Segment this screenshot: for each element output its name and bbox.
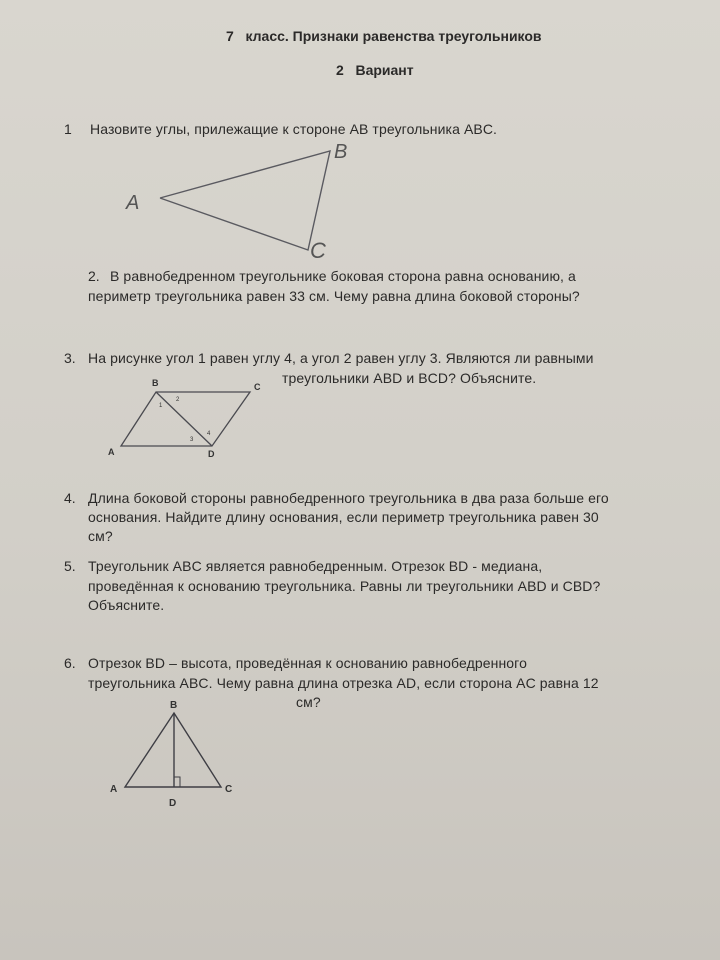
variant-label: Вариант <box>355 62 414 78</box>
variant-title <box>336 62 414 78</box>
question-number: 2. <box>88 268 100 284</box>
vertex-label-c: C <box>310 238 326 263</box>
question-text: Длина боковой стороны равнобедренного треугольника в два раза больше его <box>88 490 609 506</box>
diagonal-bd <box>156 392 212 446</box>
isosceles-triangle-figure <box>100 695 250 815</box>
triangle-sides <box>125 713 221 787</box>
parallelogram-figure <box>100 375 280 460</box>
angle-label-1: 1 <box>159 403 163 409</box>
vertex-label-b: B <box>170 700 178 711</box>
question-text: Назовите углы, прилежащие к стороне AB треугольника ABC. <box>90 121 498 137</box>
angle-label-3: 3 <box>190 437 194 443</box>
question-text: Отрезок BD – высота, проведённая к основанию равнобедренного <box>88 655 527 671</box>
question-number: 6. <box>64 655 76 671</box>
vertex-label-d: D <box>169 798 177 809</box>
vertex-label-a: A <box>126 192 140 214</box>
question-text: проведённая к основанию треугольника. Равны ли треугольники ABD и CBD? <box>88 578 601 594</box>
question-text: треугольники ABD и BCD? Объясните. <box>282 370 537 386</box>
vertex-label-b: B <box>334 141 348 163</box>
parallelogram-sides <box>121 392 250 446</box>
angle-label-2: 2 <box>176 397 180 403</box>
grade-number: 7 <box>226 28 234 44</box>
question-text: На рисунке угол 1 равен углу 4, а угол 2 равен углу 3. Являются ли равными <box>88 350 594 366</box>
vertex-label-c: C <box>225 784 233 795</box>
vertex-label-c: C <box>254 382 261 392</box>
triangle-abc-figure <box>120 138 360 268</box>
right-angle-mark <box>174 777 180 787</box>
angle-label-4: 4 <box>207 431 211 437</box>
question-number: 4. <box>64 490 76 506</box>
vertex-label-b: B <box>152 378 159 388</box>
question-text: основания. Найдите длину основания, если периметр треугольника равен 30 <box>88 509 599 525</box>
question-text: треугольника ABC. Чему равна длина отрезка AD, если сторона AC равна 12 <box>88 675 599 691</box>
vertex-label-a: A <box>110 784 118 795</box>
variant-number: 2 <box>336 62 344 78</box>
question-text: Треугольник ABC является равнобедренным. Отрезок BD - медиана, <box>88 558 543 574</box>
question-number: 5. <box>64 558 76 574</box>
vertex-label-a: A <box>108 447 115 457</box>
question-text: см? <box>296 694 321 710</box>
question-text: Объясните. <box>88 597 165 613</box>
question-number: 1 <box>64 121 72 137</box>
question-text: см? <box>88 528 113 544</box>
question-text: В равнобедренном треугольнике боковая сторона равна основанию, а <box>110 268 576 284</box>
triangle-sides <box>160 151 330 250</box>
vertex-label-d: D <box>208 449 215 459</box>
page-title <box>226 28 542 44</box>
question-text: периметр треугольника равен 33 см. Чему равна длина боковой стороны? <box>88 288 580 304</box>
title-text: класс. Признаки равенства треугольников <box>245 28 542 44</box>
question-number: 3. <box>64 350 76 366</box>
